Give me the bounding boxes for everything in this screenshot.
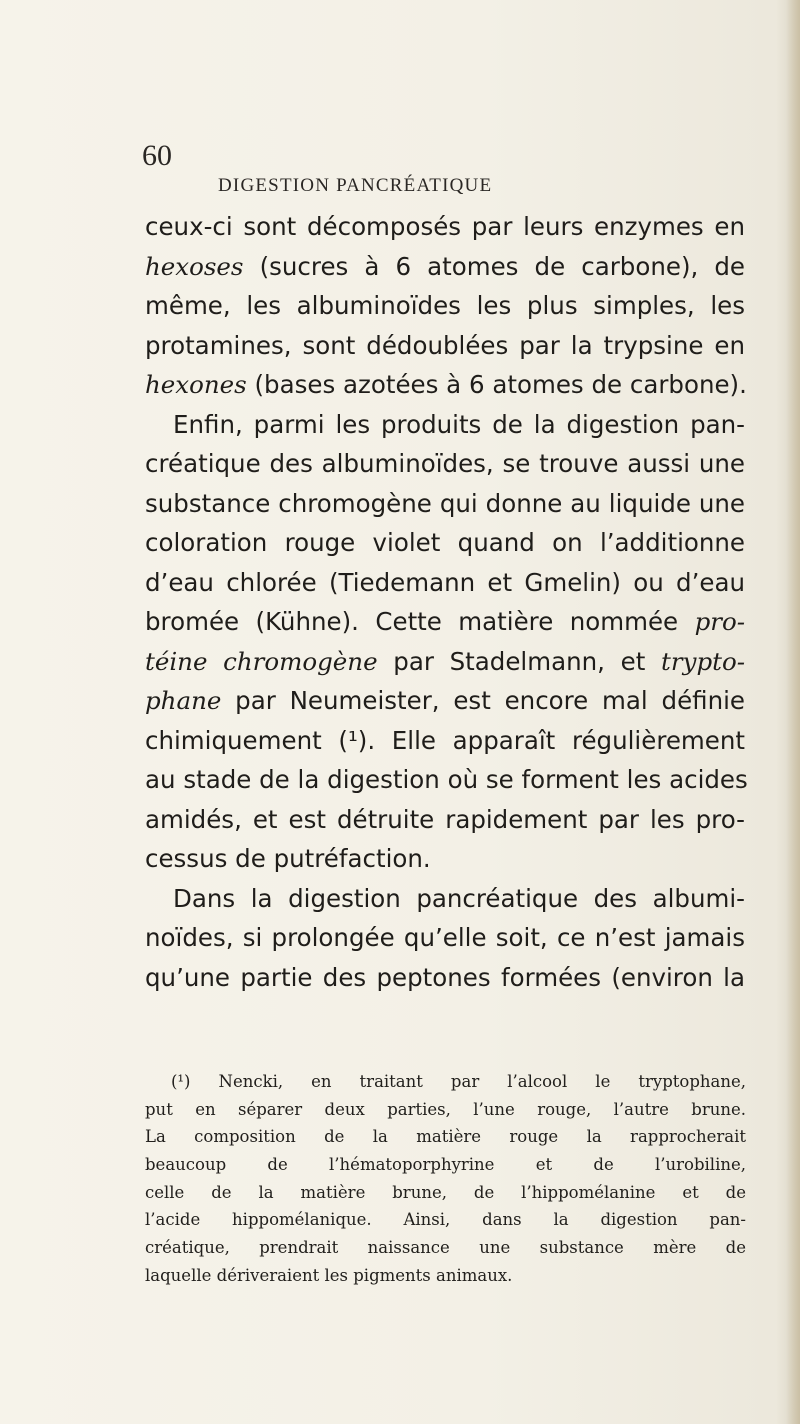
footnote-line: laquelle dériveraient les pigments animaux.	[145, 1265, 513, 1285]
footnote-line: La composition de la matière rouge la rapprocherait	[145, 1127, 746, 1147]
running-head: DIGESTION PANCRÉATIQUE	[218, 175, 493, 196]
footnote-line: celle de la matière brune, de l’hippomélanine et de	[145, 1182, 746, 1202]
text-line: Dans la digestion pancréatique des albumi-	[173, 883, 745, 913]
text-line: protamines, sont dédoublées par la trypsine en	[145, 330, 745, 360]
page-edge-shadow	[786, 0, 800, 1424]
text-line: même, les albuminoïdes les plus simples, les	[145, 291, 745, 320]
text-line: qu’une partie des peptones formées (environ la	[145, 962, 745, 992]
footnote	[145, 1068, 746, 1290]
text-line: noïdes, si prolongée qu’elle soit, ce n’est jamais	[145, 923, 745, 952]
text-line: coloration rouge violet quand on l’additionne	[145, 528, 745, 557]
text-line: phane par Neumeister, est encore mal définie	[145, 686, 745, 715]
text-line: bromée (Kühne). Cette matière nommée pro-	[145, 607, 745, 636]
footnote-line: (¹) Nencki, en traitant par l’alcool le tryptophane,	[171, 1072, 746, 1091]
text-line: amidés, et est détruite rapidement par les pro-	[145, 804, 745, 834]
text-line: créatique des albuminoïdes, se trouve aussi une	[145, 449, 745, 478]
footnote-line: créatique, prendrait naissance une substance mère de	[145, 1238, 746, 1258]
text-line: d’eau chlorée (Tiedemann et Gmelin) ou d’eau	[145, 567, 745, 597]
text-line: chimiquement (¹). Elle apparaît régulièrement	[145, 725, 745, 755]
text-line: cessus de putréfaction.	[145, 844, 431, 873]
page-number: 60	[142, 139, 172, 172]
text-line: au stade de la digestion où se forment les acides	[145, 765, 748, 794]
text-line: ceux-ci sont décomposés par leurs enzymes en	[145, 212, 745, 241]
footnote-line: l’acide hippomélanique. Ainsi, dans la digestion pan-	[145, 1210, 746, 1230]
text-line: substance chromogène qui donne au liquide une	[145, 488, 745, 518]
text-line: téine chromogène par Stadelmann, et trypto-	[145, 646, 746, 676]
text-line: Enfin, parmi les produits de la digestion pan-	[173, 409, 745, 439]
body-text	[145, 207, 748, 997]
text-line: hexones (bases azotées à 6 atomes de carbone).	[145, 370, 747, 399]
text-line: hexoses (sucres à 6 atomes de carbone), de	[145, 251, 745, 281]
footnote-line: put en séparer deux parties, l’une rouge, l’autre brune.	[145, 1099, 746, 1119]
footnote-line: beaucoup de l’hématoporphyrine et de l’urobiline,	[145, 1155, 746, 1175]
